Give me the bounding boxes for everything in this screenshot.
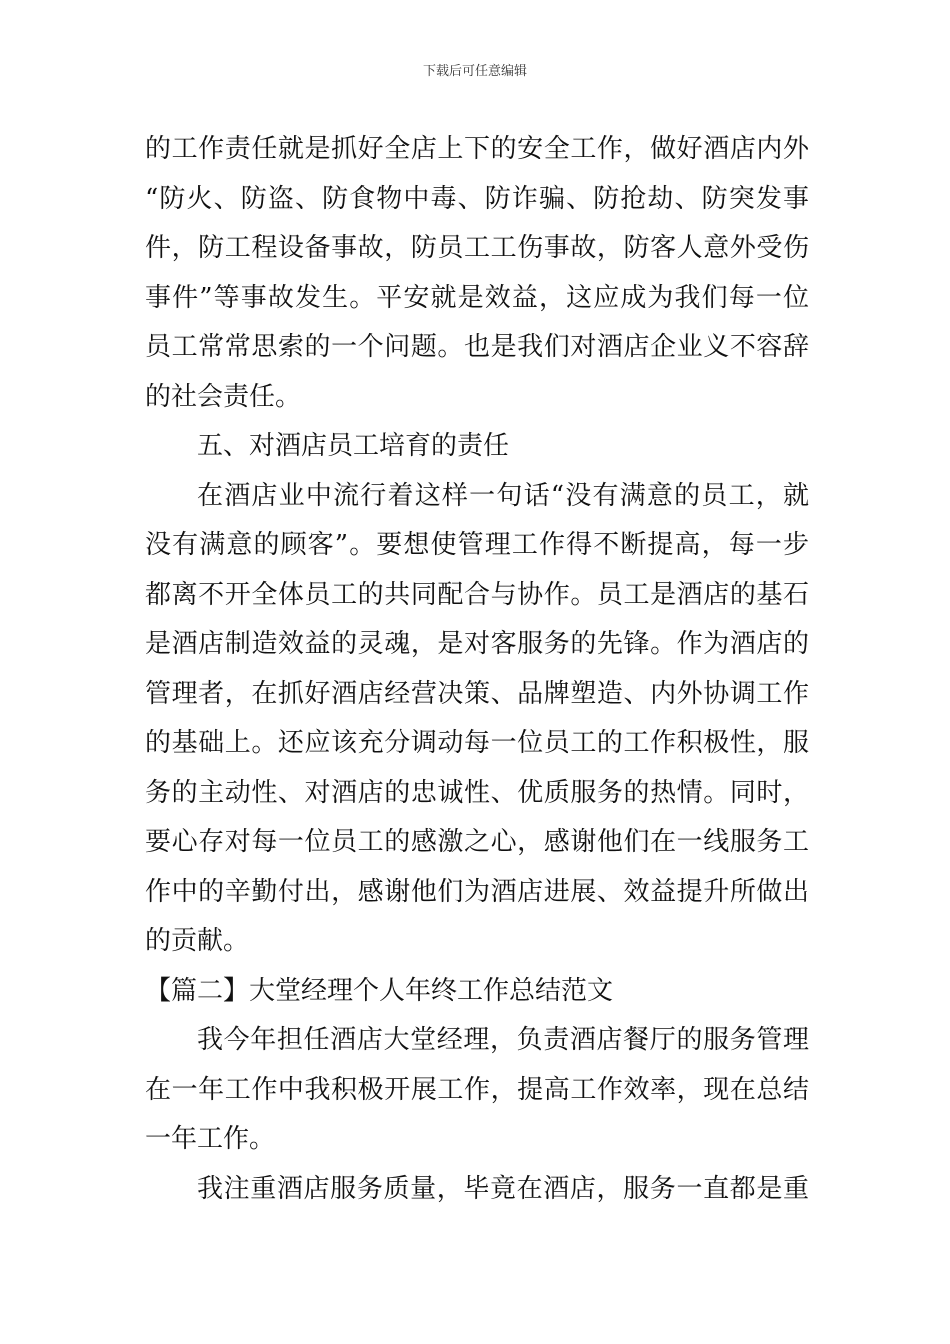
text-line: 【篇二】大堂经理个人年终工作总结范文 xyxy=(145,975,614,1006)
text-line: 管理者，在抓好酒店经营决策、品牌塑造、内外协调工作 xyxy=(145,678,809,709)
text-line: 事件”等事故发生。平安就是效益，这应成为我们每一位 xyxy=(145,282,809,313)
text-line: 在酒店业中流行着这样一句话“没有满意的员工，就 xyxy=(197,480,809,511)
text-line: 的基础上。还应该充分调动每一位员工的工作积极性，服 xyxy=(145,728,809,758)
text-line: 是酒店制造效益的灵魂，是对客服务的先锋。作为酒店的 xyxy=(145,629,809,659)
text-line: 都离不开全体员工的共同配合与协作。员工是酒店的基石 xyxy=(145,579,809,610)
text-line: 一年工作。 xyxy=(145,1124,276,1154)
text-line: 的工作责任就是抓好全店上下的安全工作，做好酒店内外 xyxy=(145,134,809,164)
text-line: 作中的辛勤付出，感谢他们为酒店进展、效益提升所做出 xyxy=(145,876,809,907)
text-line: 五、对酒店员工培育的责任 xyxy=(197,431,510,461)
text-line: 的贡献。 xyxy=(145,926,250,956)
text-line: 要心存对每一位员工的感激之心，感谢他们在一线服务工 xyxy=(145,827,809,857)
page-header: 下载后可任意编辑 xyxy=(422,64,527,79)
text-line: 的社会责任。 xyxy=(145,381,302,412)
text-line: 员工常常思索的一个问题。也是我们对酒店企业义不容辞 xyxy=(145,332,809,362)
document-body xyxy=(145,125,809,1214)
text-line: 务的主动性、对酒店的忠诚性、优质服务的热情。同时， xyxy=(145,777,809,808)
text-line: 在一年工作中我积极开展工作，提高工作效率，现在总结 xyxy=(145,1074,809,1105)
text-line: 我注重酒店服务质量，毕竟在酒店，服务一直都是重 xyxy=(197,1173,809,1204)
text-line: 没有满意的顾客”。要想使管理工作得不断提高，每一步 xyxy=(145,530,809,560)
text-line: 我今年担任酒店大堂经理，负责酒店餐厅的服务管理 xyxy=(197,1025,809,1055)
text-line: 件，防工程设备事故，防员工工伤事故，防客人意外受伤 xyxy=(145,233,809,263)
text-line: “防火、防盗、防食物中毒、防诈骗、防抢劫、防突发事 xyxy=(145,183,809,214)
